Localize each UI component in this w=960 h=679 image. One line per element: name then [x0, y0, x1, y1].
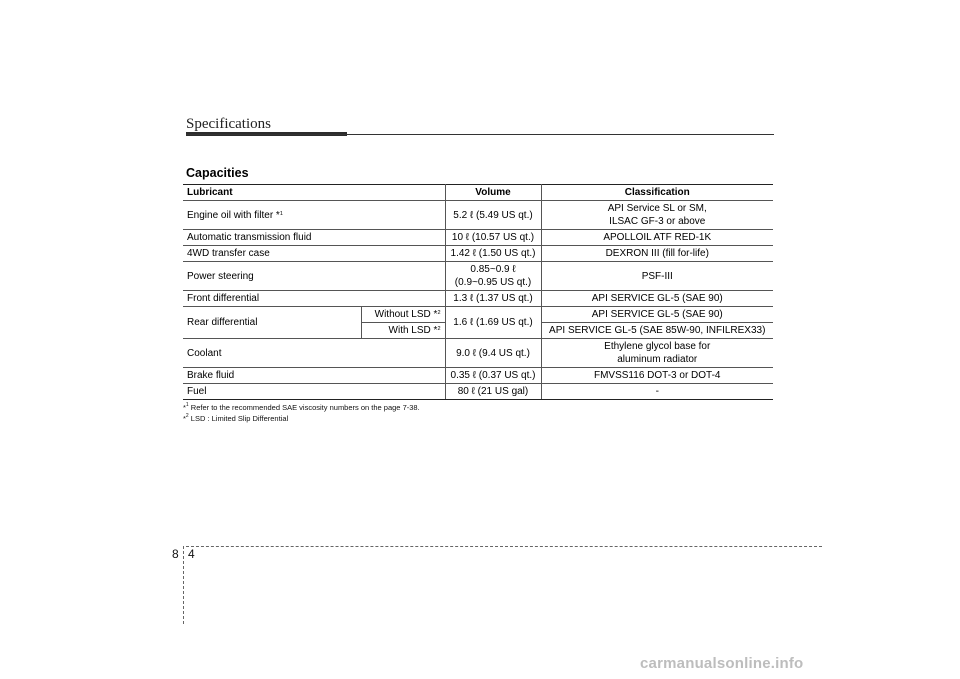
cell-classification: PSF-III — [541, 262, 773, 291]
cell-classification: API SERVICE GL-5 (SAE 85W-90, INFILREX33) — [541, 323, 773, 339]
cell-lubricant: Power steering — [183, 262, 445, 291]
cell-lubricant: Rear differential — [183, 307, 361, 339]
header-rule — [186, 134, 774, 135]
classification-line: aluminum radiator — [617, 354, 698, 365]
cell-sub-without-lsd — [361, 307, 445, 323]
table-row — [183, 246, 773, 262]
cell-classification: DEXRON III (fill for-life) — [541, 246, 773, 262]
volume-line: (0.9~0.95 US qt.) — [454, 277, 532, 288]
cell-volume: 0.35 ℓ (0.37 US qt.) — [445, 368, 541, 384]
col-header-volume: Volume — [445, 185, 541, 201]
table-header-row — [183, 185, 773, 201]
table-row — [183, 384, 773, 400]
section-title: Capacities — [186, 166, 249, 180]
footer-rule — [186, 546, 822, 547]
cell-volume: 5.2 ℓ (5.49 US qt.) — [445, 201, 541, 230]
table-row — [183, 339, 773, 368]
footnote-number: 2 — [185, 413, 189, 419]
table-row — [183, 368, 773, 384]
cell-volume — [445, 262, 541, 291]
table-row — [183, 230, 773, 246]
sub-label: Without LSD * — [374, 309, 438, 320]
footnote-mark: * — [183, 414, 186, 423]
footnote-ref: 1 — [279, 210, 283, 217]
cell-lubricant — [183, 201, 445, 230]
classification-line: API Service SL or SM, — [607, 203, 707, 214]
footer-vertical-rule — [183, 546, 184, 624]
cell-volume: 80 ℓ (21 US gal) — [445, 384, 541, 400]
table-row — [183, 291, 773, 307]
cell-classification — [541, 339, 773, 368]
cell-classification: API SERVICE GL-5 (SAE 90) — [541, 307, 773, 323]
cell-volume: 1.6 ℓ (1.69 US qt.) — [445, 307, 541, 339]
cell-classification: - — [541, 384, 773, 400]
cell-volume: 9.0 ℓ (9.4 US qt.) — [445, 339, 541, 368]
volume-line: 0.85~0.9 ℓ — [470, 264, 516, 275]
cell-volume: 1.3 ℓ (1.37 US qt.) — [445, 291, 541, 307]
footnote-1 — [183, 403, 420, 412]
footnote-2 — [183, 414, 288, 423]
table-row — [183, 262, 773, 291]
cell-lubricant: Fuel — [183, 384, 445, 400]
cell-classification: FMVSS116 DOT-3 or DOT-4 — [541, 368, 773, 384]
col-header-classification: Classification — [541, 185, 773, 201]
sub-label: With LSD * — [388, 325, 438, 336]
table-row — [183, 201, 773, 230]
cell-classification — [541, 201, 773, 230]
footnote-ref: 2 — [437, 326, 441, 332]
cell-sub-with-lsd — [361, 323, 445, 339]
footnote-text: Refer to the recommended SAE viscosity numbers on the page 7-38. — [188, 403, 420, 412]
footnote-ref: 2 — [437, 310, 441, 316]
footnote-text: LSD : Limited Slip Differential — [188, 414, 289, 423]
cell-lubricant: Automatic transmission fluid — [183, 230, 445, 246]
watermark: carmanualsonline.info — [640, 655, 804, 672]
cell-lubricant: Front differential — [183, 291, 445, 307]
cell-lubricant: Coolant — [183, 339, 445, 368]
footnote-number: 1 — [185, 402, 189, 408]
cell-lubricant: 4WD transfer case — [183, 246, 445, 262]
classification-line: Ethylene glycol base for — [604, 341, 711, 352]
cell-volume: 10 ℓ (10.57 US qt.) — [445, 230, 541, 246]
page-number: 4 — [188, 547, 195, 561]
capacities-table — [183, 184, 773, 400]
table-row — [183, 307, 773, 323]
footnote-mark: * — [183, 403, 186, 412]
cell-lubricant: Brake fluid — [183, 368, 445, 384]
classification-line: ILSAC GF-3 or above — [609, 216, 706, 227]
header-title: Specifications — [186, 116, 271, 132]
cell-classification: APOLLOIL ATF RED-1K — [541, 230, 773, 246]
lubricant-label: Engine oil with filter * — [187, 209, 280, 221]
col-header-lubricant: Lubricant — [183, 185, 445, 201]
cell-classification: API SERVICE GL-5 (SAE 90) — [541, 291, 773, 307]
chapter-number: 8 — [172, 547, 179, 561]
cell-volume: 1.42 ℓ (1.50 US qt.) — [445, 246, 541, 262]
